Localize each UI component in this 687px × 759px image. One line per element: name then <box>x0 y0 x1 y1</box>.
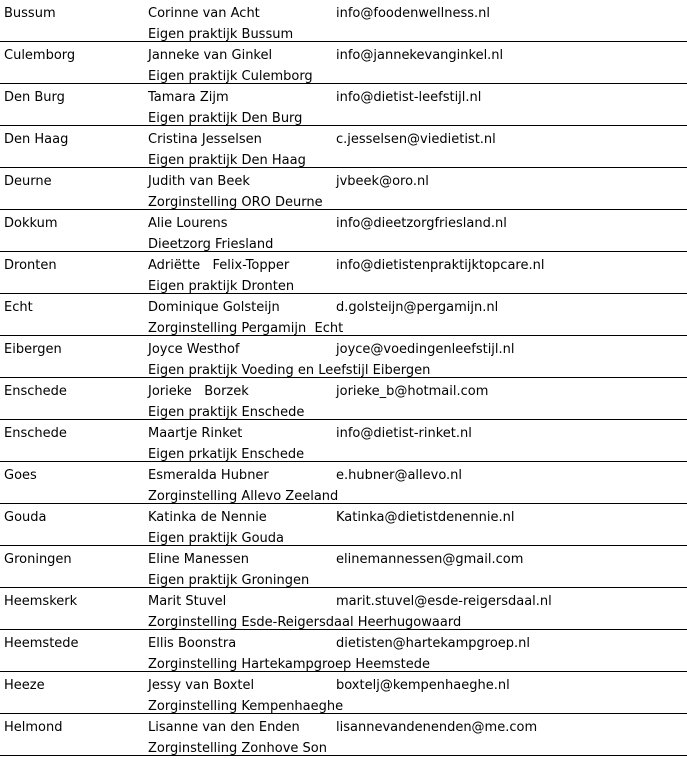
person-cell <box>148 3 293 45</box>
city-cell: Heemstede <box>4 636 79 651</box>
dietitian-name: Katinka de Nennie <box>148 510 267 525</box>
practice-name: Eigen praktijk Culemborg <box>148 69 313 84</box>
city-cell: Dokkum <box>4 216 58 231</box>
dietitian-name: Alie Lourens <box>148 216 228 231</box>
person-cell <box>148 87 302 129</box>
dietitian-name: Dominique Golsteijn <box>148 300 280 315</box>
city-cell: Den Haag <box>4 132 69 147</box>
practice-name: Eigen praktijk Den Haag <box>148 153 306 168</box>
person-cell <box>148 45 313 87</box>
city-cell: Enschede <box>4 384 67 399</box>
practice-name: Eigen praktijk Gouda <box>148 531 285 546</box>
email-cell: lisannevandenenden@me.com <box>336 720 538 735</box>
practice-name: Zorginstelling ORO Deurne <box>148 195 323 210</box>
city-cell: Culemborg <box>4 48 76 63</box>
email-cell: info@dietist-rinket.nl <box>336 426 472 441</box>
city-cell: Groningen <box>4 552 72 567</box>
person-cell <box>148 255 294 297</box>
person-cell <box>148 423 304 465</box>
city-cell: Enschede <box>4 426 67 441</box>
table-row <box>0 84 687 126</box>
dietitian-name: Marit Stuvel <box>148 594 227 609</box>
practice-name: Dieetzorg Friesland <box>148 237 274 252</box>
email-cell: e.hubner@allevo.nl <box>336 468 463 483</box>
practice-name: Eigen praktijk Den Burg <box>148 111 303 126</box>
email-cell: jvbeek@oro.nl <box>336 174 429 189</box>
dietitian-name: Esmeralda Hubner <box>148 468 269 483</box>
practice-name: Zorginstelling Zonhove Son <box>148 741 327 756</box>
city-cell: Den Burg <box>4 90 65 105</box>
practice-name: Zorginstelling Allevo Zeeland <box>148 489 339 504</box>
dietitian-name: Tamara Zijm <box>148 90 229 105</box>
table-row <box>0 420 687 462</box>
email-cell: info@jannekevanginkel.nl <box>336 48 504 63</box>
practice-name: Eigen praktijk Voeding en Leefstijl Eibergen <box>148 363 431 378</box>
email-cell: info@dieetzorgfriesland.nl <box>336 216 507 231</box>
person-cell <box>148 717 327 759</box>
person-cell <box>148 507 284 549</box>
practice-name: Zorginstelling Pergamijn Echt <box>148 321 344 336</box>
dietitian-name: Lisanne van den Enden <box>148 720 300 735</box>
city-cell: Helmond <box>4 720 63 735</box>
city-cell: Gouda <box>4 510 47 525</box>
email-cell: info@dietist-leefstijl.nl <box>336 90 482 105</box>
person-cell <box>148 381 304 423</box>
person-cell <box>148 129 306 171</box>
city-cell: Heeze <box>4 678 45 693</box>
dietitian-name: Eline Manessen <box>148 552 250 567</box>
dietitian-name: Maartje Rinket <box>148 426 243 441</box>
table-row <box>0 126 687 168</box>
dietitian-name: Judith van Beek <box>148 174 250 189</box>
email-cell: d.golsteijn@pergamijn.nl <box>336 300 499 315</box>
email-cell: joyce@voedingenleefstijl.nl <box>336 342 515 357</box>
table-row <box>0 0 687 42</box>
person-cell <box>148 675 343 717</box>
email-cell: boxtelj@kempenhaeghe.nl <box>336 678 510 693</box>
dietitian-name: Janneke van Ginkel <box>148 48 273 63</box>
city-cell: Heemskerk <box>4 594 78 609</box>
dietitian-name: Joyce Westhof <box>148 342 240 357</box>
email-cell: dietisten@hartekampgroep.nl <box>336 636 531 651</box>
dietitian-name: Cristina Jesselsen <box>148 132 262 147</box>
table-row <box>0 336 687 378</box>
city-cell: Eibergen <box>4 342 62 357</box>
email-cell: info@dietistenpraktijktopcare.nl <box>336 258 545 273</box>
table-row <box>0 714 687 756</box>
city-cell: Dronten <box>4 258 57 273</box>
email-cell: elinemannessen@gmail.com <box>336 552 524 567</box>
practice-name: Zorginstelling Kempenhaeghe <box>148 699 344 714</box>
email-cell: Katinka@dietistdenennie.nl <box>336 510 515 525</box>
dietitian-name: Adriëtte Felix-Topper <box>148 258 290 273</box>
practice-name: Eigen praktijk Bussum <box>148 27 294 42</box>
email-cell: info@foodenwellness.nl <box>336 6 490 21</box>
practice-name: Zorginstelling Hartekampgroep Heemstede <box>148 657 430 672</box>
city-cell: Goes <box>4 468 37 483</box>
table-row <box>0 630 687 672</box>
table-row <box>0 294 687 336</box>
dietitian-name: Jessy van Boxtel <box>148 678 255 693</box>
person-cell <box>148 213 273 255</box>
person-cell <box>148 465 338 507</box>
table-row <box>0 252 687 294</box>
table-row <box>0 546 687 588</box>
city-cell: Deurne <box>4 174 52 189</box>
table-row <box>0 378 687 420</box>
table-row <box>0 210 687 252</box>
table-row <box>0 168 687 210</box>
table-row <box>0 504 687 546</box>
person-cell <box>148 171 323 213</box>
person-cell <box>148 297 343 339</box>
practice-name: Zorginstelling Esde-Reigersdaal Heerhugowaard <box>148 615 462 630</box>
practice-name: Eigen praktijk Enschede <box>148 405 305 420</box>
city-cell: Bussum <box>4 6 56 21</box>
table-row <box>0 42 687 84</box>
dietitian-name: Jorieke Borzek <box>148 384 249 399</box>
table-row <box>0 672 687 714</box>
dietitian-name: Corinne van Acht <box>148 6 260 21</box>
dietitian-name: Ellis Boonstra <box>148 636 237 651</box>
email-cell: marit.stuvel@esde-reigersdaal.nl <box>336 594 552 609</box>
practice-name: Eigen praktijk Dronten <box>148 279 295 294</box>
email-cell: c.jesselsen@viedietist.nl <box>336 132 496 147</box>
email-cell: jorieke_b@hotmail.com <box>336 384 489 399</box>
table-row <box>0 462 687 504</box>
table-row <box>0 588 687 630</box>
city-cell: Echt <box>4 300 33 315</box>
practice-name: Eigen praktijk Groningen <box>148 573 310 588</box>
person-cell <box>148 549 309 591</box>
practice-name: Eigen prkatijk Enschede <box>148 447 305 462</box>
